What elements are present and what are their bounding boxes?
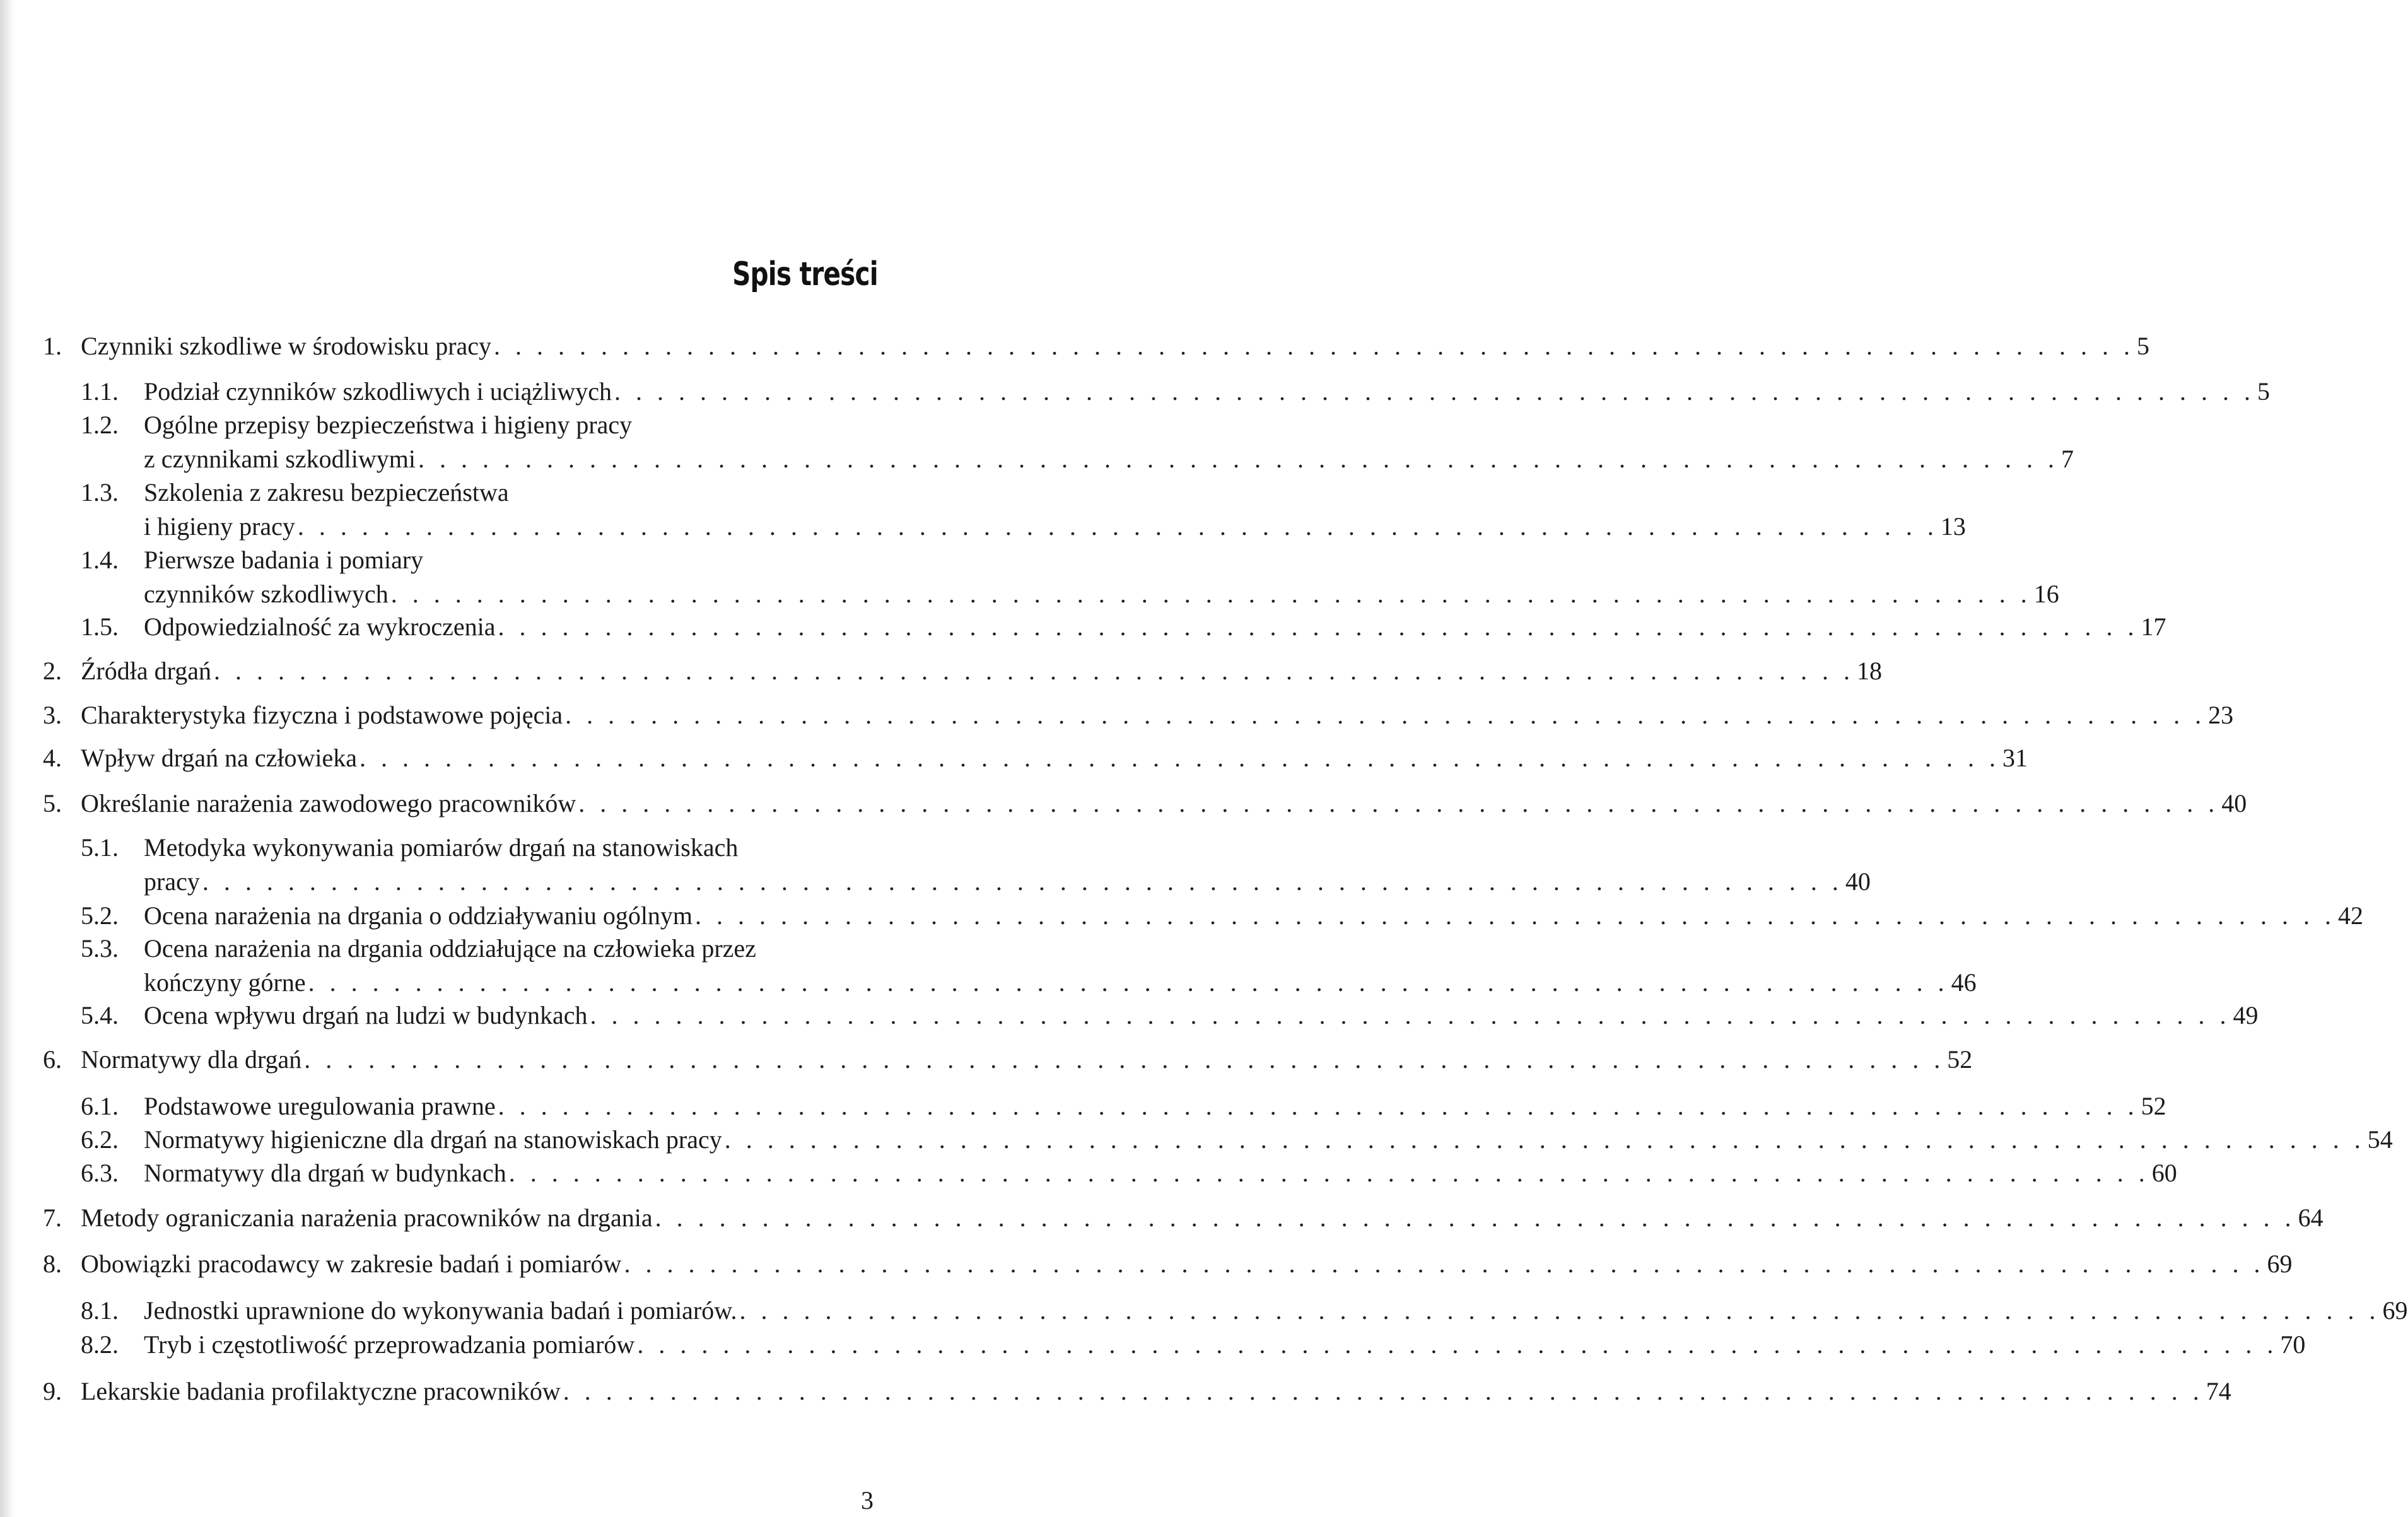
toc-entry-number: 1.1. <box>81 377 119 406</box>
toc-entry-leader-line <box>144 612 2166 642</box>
toc-entry-title: Obowiązki pracodawcy w zakresie badań i pomiarów <box>81 1250 622 1278</box>
toc-entry[interactable] <box>0 410 2074 474</box>
toc-entry-page-number: 23 <box>2208 701 2234 729</box>
toc-entry-leader-line <box>144 1000 2259 1031</box>
toc-entry-number: 6.3. <box>81 1159 119 1187</box>
toc-entry-number: 5.1. <box>81 833 119 862</box>
toc-entry[interactable] <box>0 788 2247 819</box>
toc-entry[interactable] <box>0 1045 1973 1075</box>
toc-entry[interactable] <box>0 1091 2166 1122</box>
dot-leader: . . . . . . . . . . . . . . . . . . . . . . . . . . . . . . . . . . . . . . . . . . . . . . . . . . . . . . . . . . . . . . . . . . . . . . . . . . . . . <box>498 612 2139 641</box>
toc-entry-page-number: 52 <box>1947 1045 1973 1074</box>
toc-entry-leader-line <box>81 1203 2323 1233</box>
dot-leader: . . . . . . . . . . . . . . . . . . . . . . . . . . . . . . . . . . . . . . . . . . . . . . . . . . . . . . . . . . . . . . . . . . . . . . . . . . . . . <box>508 1159 2149 1187</box>
toc-entry-title: Odpowiedzialność za wykroczenia <box>144 612 496 641</box>
dot-leader: . . . . . . . . . . . . . . . . . . . . . . . . . . . . . . . . . . . . . . . . . . . . . . . . . . . . . . . . . . . . . . . . . . . . . . . . . . . . . <box>308 968 1949 997</box>
dot-leader: . . . . . . . . . . . . . . . . . . . . . . . . . . . . . . . . . . . . . . . . . . . . . . . . . . . . . . . . . . . . . . . . . . . . . . . . . . . . . <box>637 1330 2278 1359</box>
toc-entry-page-number: 40 <box>2221 789 2247 817</box>
toc-entry-title: Ocena narażenia na drgania oddziałujące na człowieka przez <box>144 934 756 963</box>
toc-entry-number: 5.4. <box>81 1001 119 1029</box>
toc-entry-page-number: 64 <box>2298 1204 2323 1232</box>
toc-entry-leader-line <box>144 867 1871 897</box>
toc-entry-text-line <box>144 477 874 508</box>
toc-entry-title: pracy <box>144 867 200 896</box>
toc-entry-text-line <box>144 833 874 863</box>
toc-entry-title: Wpływ drgań na człowieka <box>81 744 357 772</box>
toc-entry-page-number: 54 <box>2367 1125 2393 1154</box>
toc-entry-title: Ocena wpływu drgań na ludzi w budynkach <box>144 1001 588 1029</box>
dot-leader: . . . . . . . . . . . . . . . . . . . . . . . . . . . . . . . . . . . . . . . . . . . . . . . . . . . . . . . . . . . . . . . . . . . . . . . . . . . . . <box>304 1045 1945 1074</box>
toc-entry-leader-line <box>144 1125 2393 1155</box>
toc-entry-leader-line <box>144 1091 2166 1122</box>
toc-entry-page-number: 60 <box>2151 1159 2177 1187</box>
toc-entry[interactable] <box>0 545 2059 609</box>
toc-entry-text-line <box>144 545 874 575</box>
toc-entry-number: 1.4. <box>81 546 119 574</box>
toc-entry-page-number: 74 <box>2206 1377 2231 1405</box>
toc-entry-page-number: 7 <box>2061 445 2074 473</box>
toc-entry-page-number: 31 <box>2002 744 2028 772</box>
toc-entry-page-number: 46 <box>1951 968 1977 997</box>
dot-leader: . . . . . . . . . . . . . . . . . . . . . . . . . . . . . . . . . . . . . . . . . . . . . . . . . . . . . . . . . . . . . . . . . . . . . . . . . . . . . <box>563 1377 2204 1405</box>
toc-entry-page-number: 70 <box>2280 1330 2306 1359</box>
toc-entry[interactable] <box>0 700 2234 730</box>
toc-entry-number: 5. <box>43 789 62 817</box>
toc-entry-number: 6.2. <box>81 1125 119 1154</box>
toc-entry-title: z czynnikami szkodliwymi <box>144 445 416 473</box>
toc-entry-title: Podstawowe uregulowania prawne <box>144 1092 496 1120</box>
toc-entry-number: 1.2. <box>81 411 119 439</box>
toc-entry-page-number: 18 <box>1856 657 1882 685</box>
toc-entry-title: i higieny pracy <box>144 512 295 541</box>
toc-entry-page-number: 40 <box>1845 867 1871 896</box>
toc-entry-page-number: 16 <box>2033 580 2059 608</box>
toc-entry-number: 7. <box>43 1204 62 1232</box>
toc-entry-title: Szkolenia z zakresu bezpieczeństwa <box>144 478 509 507</box>
toc-entry-leader-line <box>144 377 2271 407</box>
toc-entry-title: Normatywy dla drgań w budynkach <box>144 1159 506 1187</box>
toc-entry-number: 8. <box>43 1250 62 1278</box>
toc-entry-title: Źródła drgań <box>81 657 211 685</box>
toc-entry-page-number: 52 <box>2141 1092 2166 1120</box>
toc-entry-leader-line <box>144 1296 2408 1326</box>
toc-entry-title: Jednostki uprawnione do wykonywania badań i pomiarów. <box>144 1296 737 1325</box>
toc-entry-leader-line <box>81 1376 2231 1407</box>
dot-leader: . . . . . . . . . . . . . . . . . . . . . . . . . . . . . . . . . . . . . . . . . . . . . . . . . . . . . . . . . . . . . . . . . . . . . . . . . . . . . <box>213 657 1854 685</box>
toc-entry-leader-line <box>144 1330 2306 1360</box>
dot-leader: . . . . . . . . . . . . . . . . . . . . . . . . . . . . . . . . . . . . . . . . . . . . . . . . . . . . . . . . . . . . . . . . . . . . . . . . . . . . . <box>498 1092 2139 1120</box>
page-number: 3 <box>861 1486 874 1514</box>
toc-entry-leader-line <box>144 444 2074 474</box>
dot-leader: . . . . . . . . . . . . . . . . . . . . . . . . . . . . . . . . . . . . . . . . . . . . . . . . . . . . . . . . . . . . . . . . . . . . . . . . . . . . . <box>739 1296 2380 1325</box>
toc-entry-title: Podział czynników szkodliwych i uciążliwych <box>144 377 612 406</box>
dot-leader: . . . . . . . . . . . . . . . . . . . . . . . . . . . . . . . . . . . . . . . . . . . . . . . . . . . . . . . . . . . . . . . . . . . . . . . . . . . . . <box>724 1125 2365 1154</box>
toc-entry-leader-line <box>81 1249 2293 1279</box>
dot-leader: . . . . . . . . . . . . . . . . . . . . . . . . . . . . . . . . . . . . . . . . . . . . . . . . . . . . . . . . . . . . . . . . . . . . . . . . . . . . . <box>202 867 1843 896</box>
toc-entry-number: 1.5. <box>81 612 119 641</box>
dot-leader: . . . . . . . . . . . . . . . . . . . . . . . . . . . . . . . . . . . . . . . . . . . . . . . . . . . . . . . . . . . . . . . . . . . . . . . . . . . . . <box>359 744 2000 772</box>
toc-entry[interactable] <box>0 477 1966 542</box>
toc-entry-leader-line <box>144 968 1977 998</box>
toc-entry-title: Lekarskie badania profilaktyczne pracowników <box>81 1377 561 1405</box>
toc-entry-number: 8.1. <box>81 1296 119 1325</box>
toc-entry-title: Charakterystyka fizyczna i podstawowe pojęcia <box>81 701 563 729</box>
toc-entry[interactable] <box>0 833 1871 897</box>
toc-entry-number: 3. <box>43 701 62 729</box>
dot-leader: . . . . . . . . . . . . . . . . . . . . . . . . . . . . . . . . . . . . . . . . . . . . . . . . . . . . . . . . . . . . . . . . . . . . . . . . . . . . . <box>695 901 2336 930</box>
toc-entry-page-number: 49 <box>2233 1001 2259 1029</box>
toc-entry-title: Pierwsze badania i pomiary <box>144 546 424 574</box>
dot-leader: . . . . . . . . . . . . . . . . . . . . . . . . . . . . . . . . . . . . . . . . . . . . . . . . . . . . . . . . . . . . . . . . . . . . . . . . . . . . . <box>494 332 2135 360</box>
toc-entry-number: 6.1. <box>81 1092 119 1120</box>
toc-entry-leader-line <box>144 901 2364 931</box>
toc-entry-page-number: 13 <box>1940 512 1966 541</box>
toc-entry[interactable] <box>0 1376 2231 1407</box>
toc-entry[interactable] <box>0 1125 2393 1155</box>
toc-entry-number: 2. <box>43 657 62 685</box>
toc-entry-title: Metody ograniczania narażenia pracowników na drgania <box>81 1204 653 1232</box>
toc-entry-page-number: 5 <box>2257 377 2271 406</box>
toc-entry-title: czynników szkodliwych <box>144 580 389 608</box>
toc-entry-leader-line <box>144 579 2059 609</box>
toc-entry[interactable] <box>0 743 2028 773</box>
toc-entry-title: Czynniki szkodliwe w środowisku pracy <box>81 332 492 360</box>
toc-entry[interactable] <box>0 331 2150 361</box>
toc-entry[interactable] <box>0 612 2166 642</box>
toc-entry-leader-line <box>81 1045 1973 1075</box>
toc-entry-leader-line <box>144 1158 2177 1188</box>
toc-entry-text-line <box>144 934 874 964</box>
toc-entry-title: Metodyka wykonywania pomiarów drgań na stanowiskach <box>144 833 739 862</box>
toc-entry-leader-line <box>81 656 1882 686</box>
toc-entry-number: 5.2. <box>81 901 119 930</box>
toc-entry-title: Normatywy dla drgań <box>81 1045 302 1074</box>
dot-leader: . . . . . . . . . . . . . . . . . . . . . . . . . . . . . . . . . . . . . . . . . . . . . . . . . . . . . . . . . . . . . . . . . . . . . . . . . . . . . <box>624 1250 2265 1278</box>
toc-entry[interactable] <box>0 1000 2259 1031</box>
toc-entry-page-number: 5 <box>2137 332 2150 360</box>
toc-entry[interactable] <box>0 934 1977 998</box>
toc-entry-title: Normatywy higieniczne dla drgań na stanowiskach pracy <box>144 1125 722 1154</box>
toc-entry[interactable] <box>0 1296 2408 1326</box>
toc-entry-number: 1. <box>43 332 62 360</box>
dot-leader: . . . . . . . . . . . . . . . . . . . . . . . . . . . . . . . . . . . . . . . . . . . . . . . . . . . . . . . . . . . . . . . . . . . . . . . . . . . . . <box>590 1001 2231 1029</box>
toc-entry-leader-line <box>81 743 2028 773</box>
toc-entry-leader-line <box>144 512 1966 542</box>
toc-entry[interactable] <box>0 1249 2293 1279</box>
toc-entry[interactable] <box>0 1203 2323 1233</box>
toc-entry-number: 8.2. <box>81 1330 119 1359</box>
toc-entry-page-number: 69 <box>2267 1250 2293 1278</box>
page-title: Spis treści <box>732 255 878 293</box>
toc-entry-number: 9. <box>43 1377 62 1405</box>
toc-entry-leader-line <box>81 788 2247 819</box>
dot-leader: . . . . . . . . . . . . . . . . . . . . . . . . . . . . . . . . . . . . . . . . . . . . . . . . . . . . . . . . . . . . . . . . . . . . . . . . . . . . . <box>390 580 2031 608</box>
toc-entry[interactable] <box>0 377 2271 407</box>
toc-entry-title: kończyny górne <box>144 968 306 997</box>
toc-entry-number: 4. <box>43 744 62 772</box>
toc-entry-leader-line <box>81 331 2150 361</box>
toc-entry-number: 1.3. <box>81 478 119 507</box>
toc-entry-text-line <box>144 410 874 440</box>
toc-entry-title: Określanie narażenia zawodowego pracowników <box>81 789 576 817</box>
toc-entry[interactable] <box>0 1158 2177 1188</box>
toc-entry[interactable] <box>0 901 2364 931</box>
toc-entry-number: 6. <box>43 1045 62 1074</box>
toc-entry-title: Ogólne przepisy bezpieczeństwa i higieny pracy <box>144 411 633 439</box>
toc-entry-title: Ocena narażenia na drgania o oddziaływaniu ogólnym <box>144 901 693 930</box>
dot-leader: . . . . . . . . . . . . . . . . . . . . . . . . . . . . . . . . . . . . . . . . . . . . . . . . . . . . . . . . . . . . . . . . . . . . . . . . . . . . . <box>614 377 2255 406</box>
toc-entry-page-number: 69 <box>2382 1296 2408 1325</box>
toc-entry-page-number: 42 <box>2338 901 2364 930</box>
dot-leader: . . . . . . . . . . . . . . . . . . . . . . . . . . . . . . . . . . . . . . . . . . . . . . . . . . . . . . . . . . . . . . . . . . . . . . . . . . . . . <box>565 701 2206 729</box>
toc-entry-title: Tryb i częstotliwość przeprowadzania pomiarów <box>144 1330 635 1359</box>
dot-leader: . . . . . . . . . . . . . . . . . . . . . . . . . . . . . . . . . . . . . . . . . . . . . . . . . . . . . . . . . . . . . . . . . . . . . . . . . . . . . <box>655 1204 2296 1232</box>
toc-entry[interactable] <box>0 656 1882 686</box>
toc-entry[interactable] <box>0 1330 2306 1360</box>
toc-entry-page-number: 17 <box>2141 612 2166 641</box>
dot-leader: . . . . . . . . . . . . . . . . . . . . . . . . . . . . . . . . . . . . . . . . . . . . . . . . . . . . . . . . . . . . . . . . . . . . . . . . . . . . . <box>418 445 2059 473</box>
toc-entry-leader-line <box>81 700 2234 730</box>
dot-leader: . . . . . . . . . . . . . . . . . . . . . . . . . . . . . . . . . . . . . . . . . . . . . . . . . . . . . . . . . . . . . . . . . . . . . . . . . . . . . <box>297 512 1938 541</box>
dot-leader: . . . . . . . . . . . . . . . . . . . . . . . . . . . . . . . . . . . . . . . . . . . . . . . . . . . . . . . . . . . . . . . . . . . . . . . . . . . . . <box>578 789 2219 817</box>
toc-entry-number: 5.3. <box>81 934 119 963</box>
